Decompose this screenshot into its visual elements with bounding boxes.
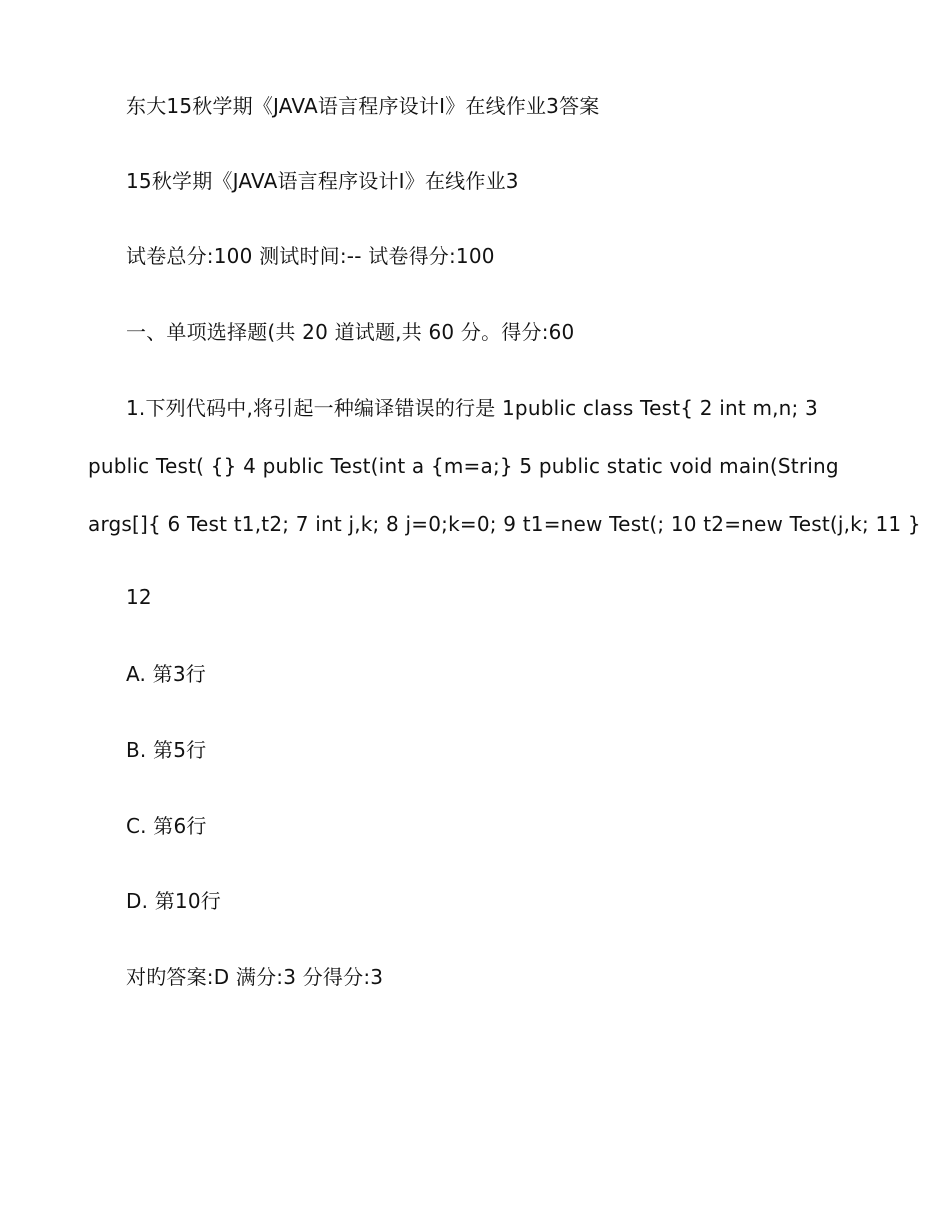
document-title: 东大15秋学期《JAVA语言程序设计Ⅰ》在线作业3答案: [126, 94, 600, 118]
answer-summary: 对旳答案:D 满分:3 分得分:3: [126, 965, 384, 989]
assignment-subtitle: 15秋学期《JAVA语言程序设计Ⅰ》在线作业3: [126, 169, 519, 193]
question-text-line: 1.下列代码中,将引起一种编译错误的行是 1public class Test{ 2 int m,n; 3: [126, 396, 818, 420]
question-text-line: 12: [126, 585, 152, 609]
question-text-line: public Test( {} 4 public Test(int a {m=a;} 5 public static void main(String: [88, 454, 839, 478]
section-header: 一、单项选择题(共 20 道试题,共 60 分。得分:60: [126, 320, 575, 344]
option-c: C. 第6行: [126, 814, 207, 838]
option-d: D. 第10行: [126, 889, 221, 913]
option-b: B. 第5行: [126, 738, 207, 762]
option-a: A. 第3行: [126, 662, 206, 686]
question-text-line: args[]{ 6 Test t1,t2; 7 int j,k; 8 j=0;k=0; 9 t1=new Test(; 10 t2=new Test(j,k; 11 }: [88, 512, 921, 536]
score-summary: 试卷总分:100 测试时间:-- 试卷得分:100: [126, 244, 495, 268]
